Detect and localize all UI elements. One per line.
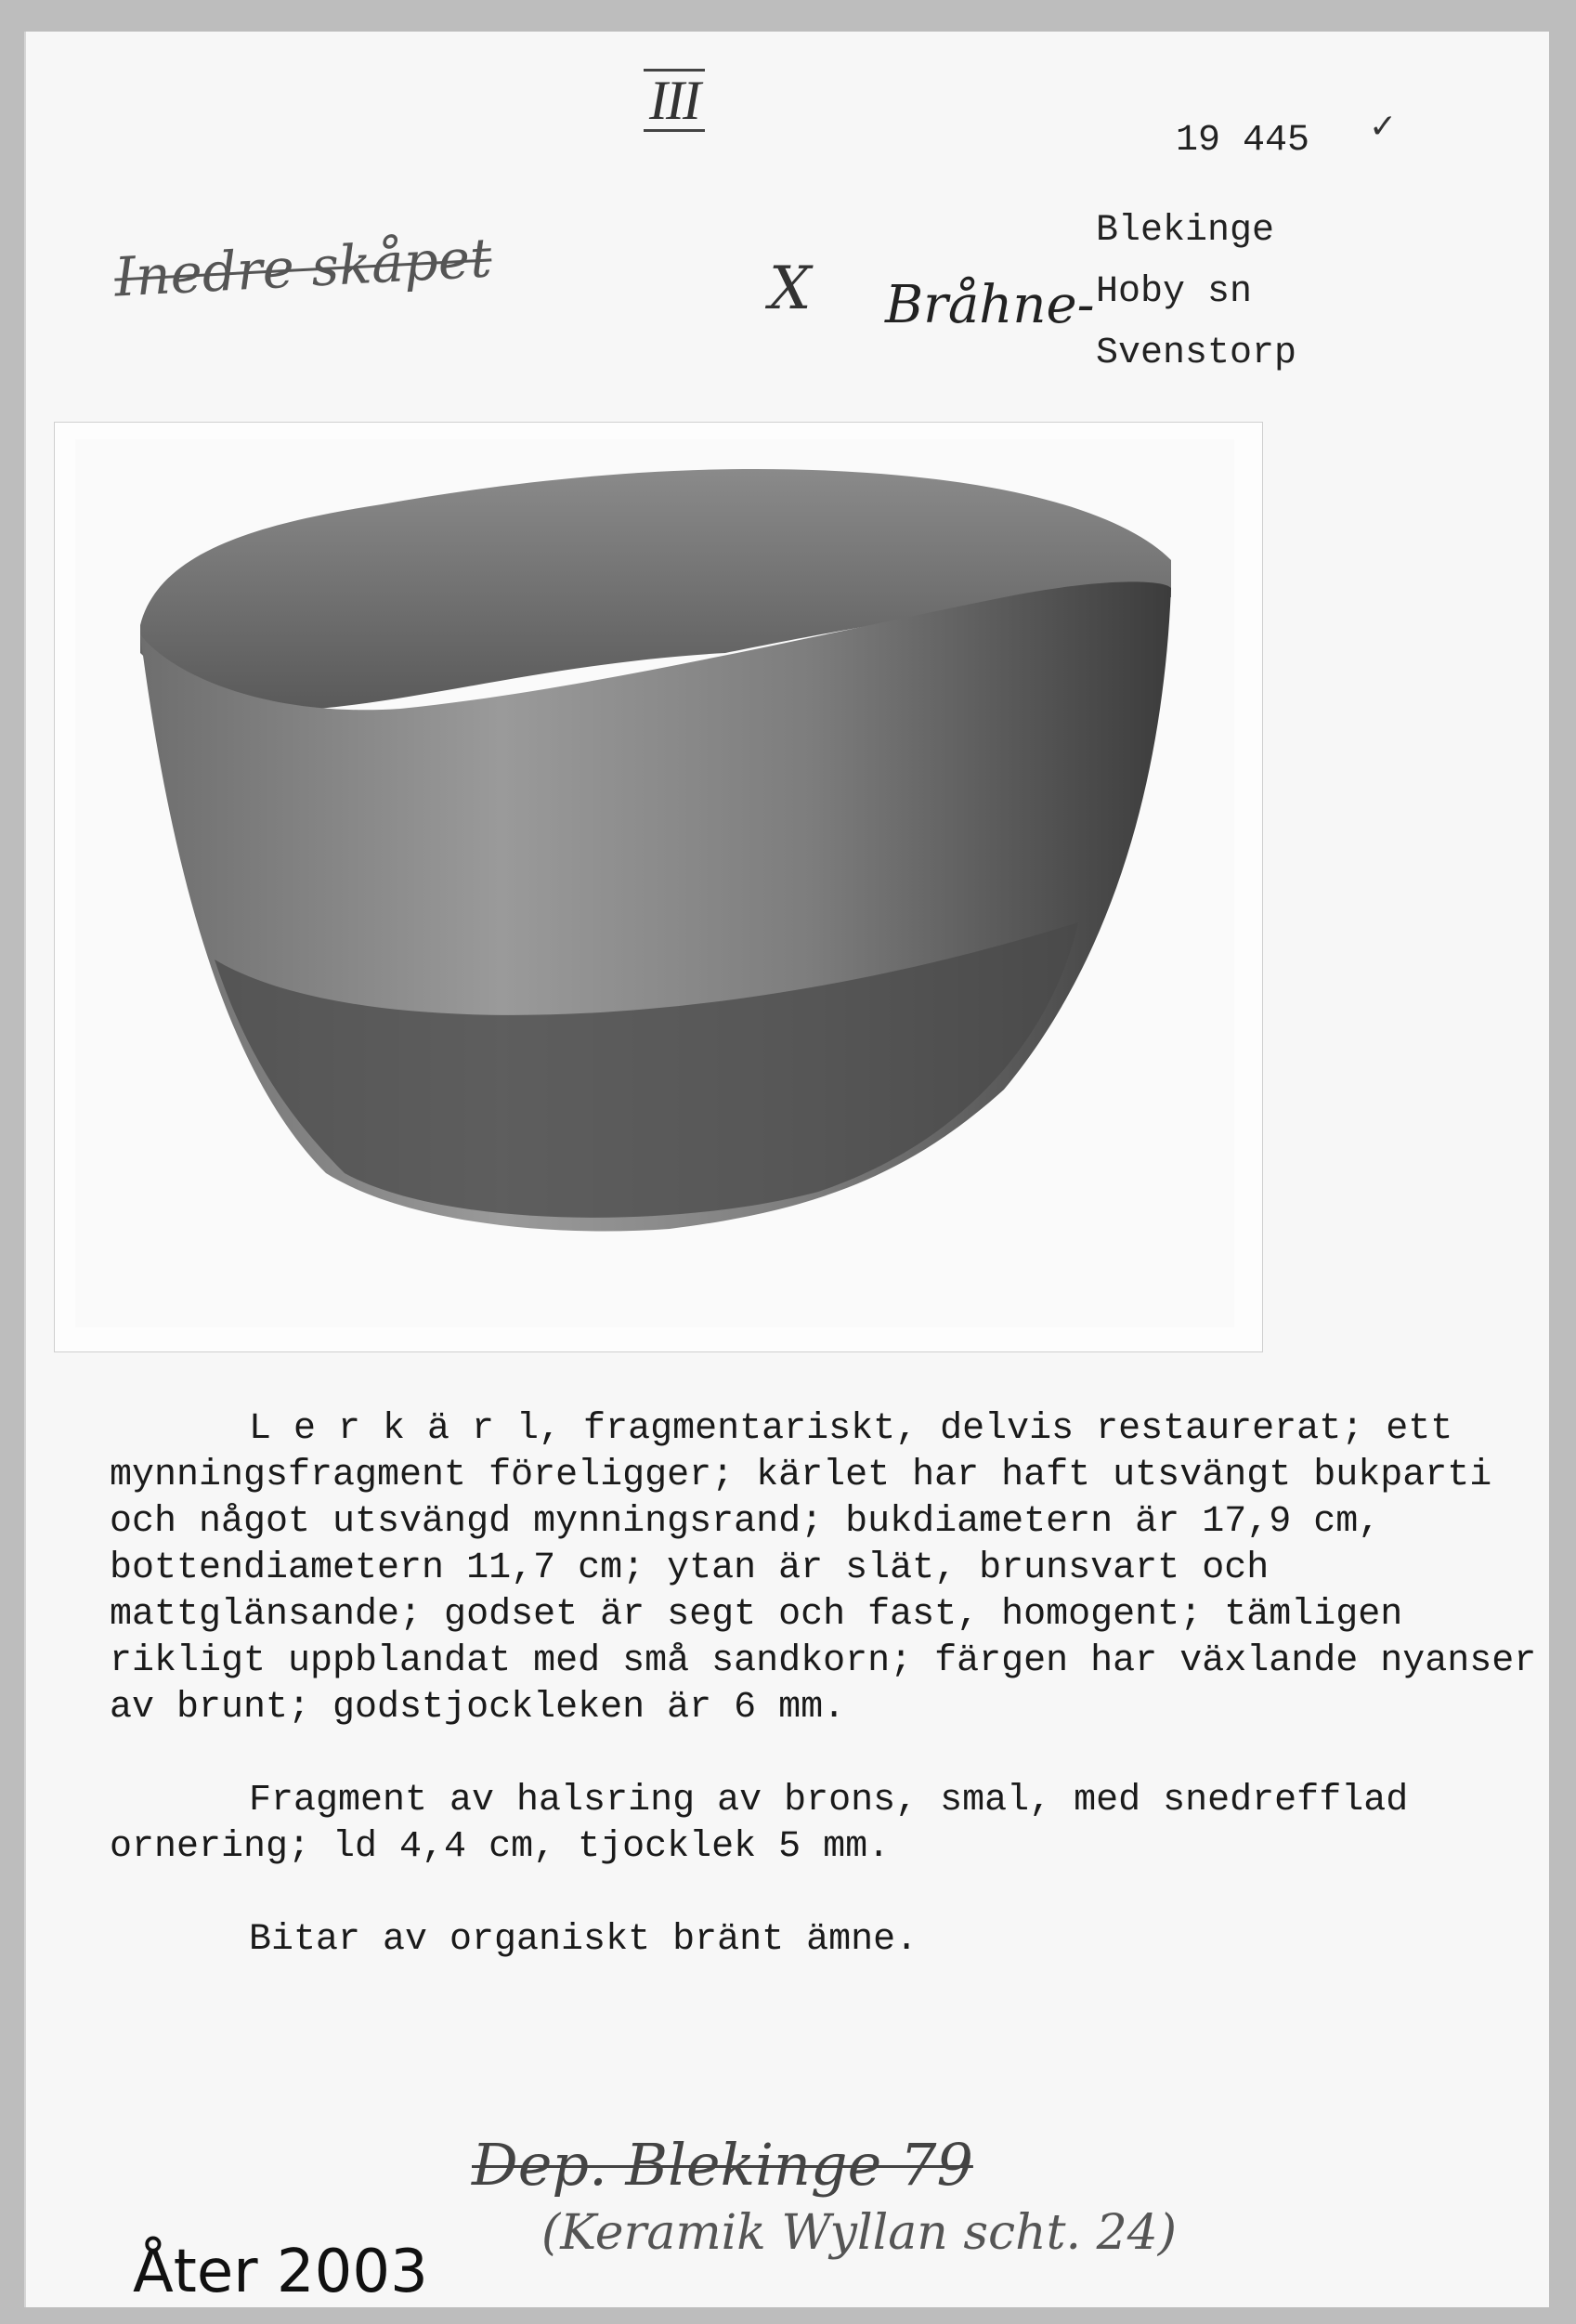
description-paragraph-2: Fragment av halsring av brons, smal, med snedrefflad ornering; ld 4,4 cm, tjocklek 5 mm. (110, 1780, 1431, 1868)
struck-location-note: Inedre skåpet (112, 226, 493, 309)
clay-vessel-image (75, 439, 1234, 1327)
ceramics-note: (Keramik Wyllan scht. 24) (541, 2205, 1178, 2261)
photo-surface (75, 439, 1234, 1327)
struck-deposit-note: Dep. Blekinge 79 (472, 2131, 973, 2199)
check-mark-icon: ✓ (1369, 108, 1398, 146)
roman-numeral: III (644, 69, 705, 132)
catalog-number: 19 445 (1176, 120, 1310, 162)
description-paragraph-3: Bitar av organiskt bränt ämne. (249, 1919, 918, 1961)
object-photo (54, 422, 1263, 1352)
object-description (110, 1406, 1559, 2010)
handwritten-name: Bråhne- (885, 275, 1095, 335)
place-name: Svenstorp (1096, 333, 1297, 374)
x-mark: X (769, 255, 812, 323)
region-name: Blekinge (1096, 210, 1275, 252)
returned-note: Åter 2003 (133, 2238, 428, 2306)
catalog-card (24, 32, 1559, 2307)
description-paragraph-1: L e r k ä r l, fragmentariskt, delvis restaurerat; ett mynningsfragment föreligger; kärlet har haft utsvängt bukparti och något utsvängd mynningsrand; bukdiametern är 17,9 cm, bottendiametern 11,7 cm; ytan är slät, brunsvart och mattglänsande; godset är segt och fast, homogent; tämligen rikligt uppblandat med små sandkorn; färgen har växlande nyanser av brunt; godstjockleken är 6 mm. (110, 1408, 1559, 1729)
parish-name: Hoby sn (1096, 271, 1253, 313)
location-block (1096, 201, 1296, 385)
